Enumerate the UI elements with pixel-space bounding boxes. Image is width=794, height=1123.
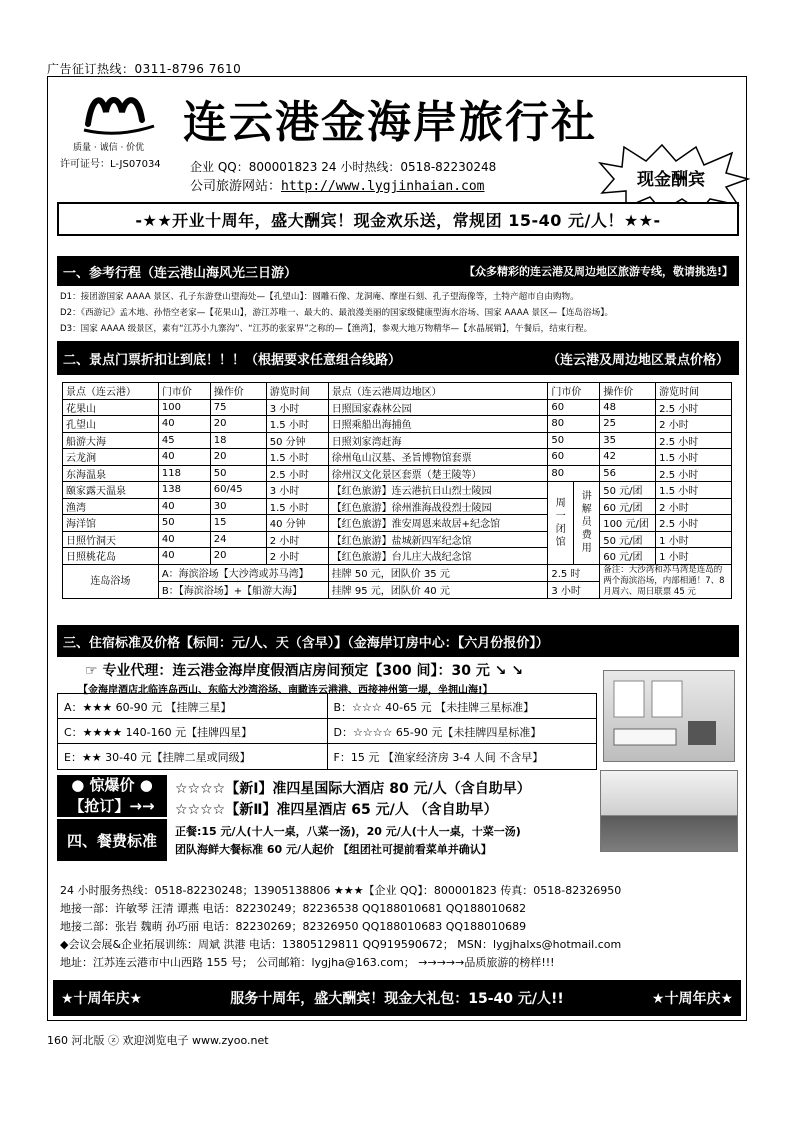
itinerary-day2: D2：《西游记》孟木地、孙悟空老家—【花果山】，游江苏唯一、最大的、最浪漫美丽的国家级健康型海水浴场、国家 AAAA 景区—【连岛浴场】。 [60, 308, 614, 318]
footer-banner-right: ★十周年庆★ [651, 991, 733, 1007]
table-cell: 1 小时 [656, 531, 732, 548]
page-footer: 160 河北版 ⓩ 欢迎浏览电子 www.zyoo.net [47, 1034, 269, 1047]
hotel-row [58, 694, 596, 719]
seaside-photo [600, 770, 738, 852]
ticket-table [62, 382, 732, 599]
license-number: 许可证号：L-JS07034 [60, 159, 161, 170]
table-cell: 1.5 小时 [266, 416, 328, 433]
hotel-room-photo [603, 670, 735, 762]
table-row [63, 449, 732, 466]
table-cell: 2 小时 [656, 416, 732, 433]
table-cell: 孔望山 [63, 416, 159, 433]
shock-price-label: ● 惊爆价 ● [71, 776, 153, 794]
table-cell: 40 [158, 416, 210, 433]
hotel-price-grid [57, 693, 597, 770]
meal-standard-box: 四、餐费标准 [57, 819, 167, 861]
hotel-agent-line [85, 660, 523, 680]
website-line [190, 175, 485, 194]
anniversary-banner: -★★开业十周年，盛大酬宾！现金欢乐送，常规团 15-40 元/人！★★- [57, 202, 739, 236]
hand-pointer-icon: ☞ [85, 663, 103, 679]
hotel-option-a: A：★★★ 60-90 元 【挂牌三星】 [64, 701, 232, 714]
table-cell: 日照竹洞天 [63, 531, 159, 548]
table-cell: 【红色旅游】台儿庄大战纪念馆 [328, 548, 548, 565]
table-cell: 42 [600, 449, 656, 466]
table-cell: 40 [158, 449, 210, 466]
table-cell: 徐州汉文化景区套票（楚王陵等） [328, 465, 548, 482]
table-cell: 75 [210, 399, 266, 416]
table-cell: 56 [600, 465, 656, 482]
meal-line-2: 团队海鲜大餐标准 60 元/人起价 【组团社可提前看菜单并确认】 [175, 843, 492, 856]
table-row [63, 482, 732, 499]
table-cell: 50 元/团 [600, 531, 656, 548]
shock-price-box [57, 775, 167, 817]
table-cell: 3 小时 [266, 399, 328, 416]
header-cell: 操作价 [210, 383, 266, 400]
service-hotline: 24 小时服务热线：0518-82230248；13905138806 ★★★【企业 QQ】：800001823 传真：0518-82326950 [60, 884, 622, 897]
table-cell: 24 [210, 531, 266, 548]
table-cell: 渔湾 [63, 498, 159, 515]
table-cell: 日照刘家湾赶海 [328, 432, 548, 449]
beach-note: 备注：大沙湾和苏马湾是连岛的两个海滨浴场，内部相通！7、8 月周六、周日联票 45 元 [600, 564, 732, 598]
footer-banner-left: ★十周年庆★ [61, 991, 143, 1007]
table-row [63, 498, 732, 515]
table-row [63, 515, 732, 532]
beach-option-a-time: 2.5 时 [548, 564, 600, 581]
itinerary-day3: D3：国家 AAAA 级景区，素有“江苏小九寨沟”、“江苏的张家界”之称的—【渔湾】，参观大地万物精华—【水晶展销】，午餐后，结束行程。 [60, 324, 593, 334]
footer-banner [53, 980, 741, 1016]
meal-line-1: 正餐:15 元/人(十人一桌，八菜一汤)，20 元/人(十人一桌，十菜一汤) [175, 825, 521, 838]
table-cell: 15 [210, 515, 266, 532]
table-cell: 日照乘船出海捕鱼 [328, 416, 548, 433]
table-cell: 2.5 小时 [266, 465, 328, 482]
table-cell: 30 [210, 498, 266, 515]
table-cell: 48 [600, 399, 656, 416]
table-cell: 海洋馆 [63, 515, 159, 532]
hotel-row [58, 744, 596, 769]
table-cell: 45 [158, 432, 210, 449]
header-cell: 游览时间 [266, 383, 328, 400]
deal-line-2: ☆☆☆☆【新Ⅱ】准四星酒店 65 元/人 （含自助早） [175, 802, 498, 818]
table-cell: 2 小时 [266, 548, 328, 565]
hotel-agent-text: 专业代理：连云港金海岸度假酒店房间预定【300 间】：30 元 [102, 663, 490, 679]
table-cell: 花果山 [63, 399, 159, 416]
table-cell: 【红色旅游】徐州淮海战役烈士陵园 [328, 498, 548, 515]
hotel-option-c: C：★★★★ 140-160 元【挂牌四星】 [64, 726, 253, 739]
table-cell: 1.5 小时 [266, 449, 328, 466]
header-cell: 门市价 [158, 383, 210, 400]
table-cell: 20 [210, 548, 266, 565]
meeting-contacts: ◆会议会展&企业拓展训练：周斌 洪港 电话：13805129811 QQ919590672； MSN：lygjhalxs@hotmail.com [60, 938, 622, 951]
website-label: 公司旅游网站： [190, 179, 282, 194]
table-row [63, 416, 732, 433]
hotel-option-e: E：★★ 30-40 元【挂牌二星或同级】 [64, 751, 251, 764]
table-row [63, 465, 732, 482]
table-cell: 60 元/团 [600, 548, 656, 565]
ticket-header-row [63, 383, 732, 400]
guide-fee-cell: 讲解员费用 [574, 482, 600, 565]
table-cell: 50 [210, 465, 266, 482]
header-cell: 景点（连云港周边地区） [328, 383, 548, 400]
table-cell: 2.5 小时 [656, 399, 732, 416]
beach-option-b: B：【海滨浴场】+【船游大海】 [158, 581, 328, 598]
footer-banner-center: 服务十周年，盛大酬宾！现金大礼包：15-40 元/人!! [230, 991, 564, 1007]
table-cell: 船游大海 [63, 432, 159, 449]
bed-illustration [604, 671, 734, 761]
table-cell: 25 [600, 416, 656, 433]
table-cell: 1.5 小时 [656, 482, 732, 499]
tickets-subtitle: （连云港及周边地区景点价格） [546, 352, 729, 368]
table-cell: 138 [158, 482, 210, 499]
table-cell: 20 [210, 449, 266, 466]
hotel-row [58, 719, 596, 744]
website-link[interactable]: http://www.lygjinhaian.com [281, 179, 485, 194]
table-cell: 【红色旅游】淮安周恩来故居+纪念馆 [328, 515, 548, 532]
table-row [63, 432, 732, 449]
table-cell: 日照国家森林公园 [328, 399, 548, 416]
table-cell: 60 [548, 399, 600, 416]
table-row [63, 548, 732, 565]
table-cell: 颐家露天温泉 [63, 482, 159, 499]
table-cell: 35 [600, 432, 656, 449]
hotel-location-note: 【金海岸酒店北临连岛西山、东临大沙湾浴场、南瞰连云港港、西接神州第一堤，坐拥山海!】 [78, 685, 493, 696]
beach-option-b-price: 挂牌 95 元，团队价 40 元 [328, 581, 548, 598]
itinerary-header [57, 256, 739, 286]
beach-option-b-time: 3 小时 [548, 581, 600, 598]
table-cell: 徐州龟山汉墓、圣旨博物馆套票 [328, 449, 548, 466]
table-row [63, 531, 732, 548]
table-cell: 3 小时 [266, 482, 328, 499]
table-cell: 40 [158, 498, 210, 515]
beach-label: 连岛浴场 [63, 564, 159, 598]
header-cell: 游览时间 [656, 383, 732, 400]
table-cell: 40 分钟 [266, 515, 328, 532]
table-cell: 云龙涧 [63, 449, 159, 466]
table-cell: 【红色旅游】连云港抗日山烈士陵园 [328, 482, 548, 499]
tickets-title: 二、景点门票折扣让到底！！！（根据要求任意组合线路） [63, 352, 402, 368]
table-cell: 2.5 小时 [656, 432, 732, 449]
beach-option-a: A：海滨浴场【大沙湾或苏马湾】 [158, 564, 328, 581]
grab-order-label: 【抢订】→→ [69, 797, 155, 815]
table-cell: 50 [158, 515, 210, 532]
table-cell: 20 [210, 416, 266, 433]
table-cell: 50 分钟 [266, 432, 328, 449]
hotel-option-d: D：☆☆☆☆ 65-90 元【未挂牌四星标准】 [327, 719, 597, 743]
company-slogan: 质量 · 诚信 · 价优 [73, 143, 145, 153]
dept-two-contacts: 地接二部：张岩 魏萌 孙巧丽 电话：82230269；82326950 QQ188010683 QQ188010689 [60, 920, 527, 933]
table-cell: 2 小时 [266, 531, 328, 548]
table-cell: 60/45 [210, 482, 266, 499]
contact-line: 企业 QQ：800001823 24 小时热线：0518-82230248 [190, 160, 497, 174]
table-cell: 100 [158, 399, 210, 416]
itinerary-note: 【众多精彩的连云港及周边地区旅游专线，敬请挑选!】 [463, 265, 733, 278]
table-cell: 80 [548, 465, 600, 482]
table-cell: 60 [548, 449, 600, 466]
table-cell: 60 元/团 [600, 498, 656, 515]
table-cell: 1.5 小时 [266, 498, 328, 515]
table-cell: 100 元/团 [600, 515, 656, 532]
table-cell: 2.5 小时 [656, 465, 732, 482]
table-cell: 18 [210, 432, 266, 449]
beach-row [63, 564, 732, 581]
header-cell: 操作价 [600, 383, 656, 400]
tickets-header [57, 341, 739, 375]
table-cell: 东海温泉 [63, 465, 159, 482]
table-cell: 2 小时 [656, 498, 732, 515]
ad-hotline: 广告征订热线：0311-8796 7610 [47, 62, 242, 76]
table-cell: 50 [548, 432, 600, 449]
table-cell: 1.5 小时 [656, 449, 732, 466]
table-cell: 50 元/团 [600, 482, 656, 499]
table-cell: 【红色旅游】盐城新四军纪念馆 [328, 531, 548, 548]
itinerary-title: 一、参考行程（连云港山海风光三日游） [63, 265, 298, 281]
burst-text: 现金酬宾 [637, 170, 705, 190]
table-cell: 40 [158, 531, 210, 548]
closed-monday-cell: 周一闭馆 [548, 482, 574, 565]
company-title: 连云港金海岸旅行社 [183, 97, 597, 148]
table-cell: 80 [548, 416, 600, 433]
hotel-option-b: B：☆☆☆ 40-65 元 【未挂牌三星标准】 [327, 694, 597, 718]
table-cell: 1 小时 [656, 548, 732, 565]
dept-one-contacts: 地接一部：许敏琴 汪清 谭燕 电话：82230249；82236538 QQ188010681 QQ188010682 [60, 902, 527, 915]
arrows-icon: ↘ ↘ [489, 663, 524, 679]
hotel-option-f: F：15 元 【渔家经济房 3-4 人间 不含早】 [327, 744, 597, 769]
address-line: 地址：江苏连云港市中山西路 155 号； 公司邮箱：lygjha@163.com； →→→→→品质旅游的榜样!!! [60, 956, 555, 969]
lodging-header: 三、住宿标准及价格【标间：元/人、天（含早）】（金海岸订房中心：【六月份报价】） [57, 625, 739, 657]
header-cell: 门市价 [548, 383, 600, 400]
table-cell: 118 [158, 465, 210, 482]
deal-line-1: ☆☆☆☆【新Ⅰ】准四星国际大酒店 80 元/人（含自助早） [175, 781, 531, 797]
beach-option-a-price: 挂牌 50 元，团队价 35 元 [328, 564, 548, 581]
table-cell: 40 [158, 548, 210, 565]
table-row [63, 399, 732, 416]
header-cell: 景点（连云港） [63, 383, 159, 400]
company-logo [78, 86, 158, 138]
table-cell: 2.5 小时 [656, 515, 732, 532]
itinerary-day1: D1：接团游国家 AAAA 景区、孔子东游登山望海处—【孔望山】：圆雕石像、龙洞庵、摩崖石刻、孔子望海像等，土特产超市自由购物。 [60, 292, 579, 302]
table-cell: 日照桃花岛 [63, 548, 159, 565]
